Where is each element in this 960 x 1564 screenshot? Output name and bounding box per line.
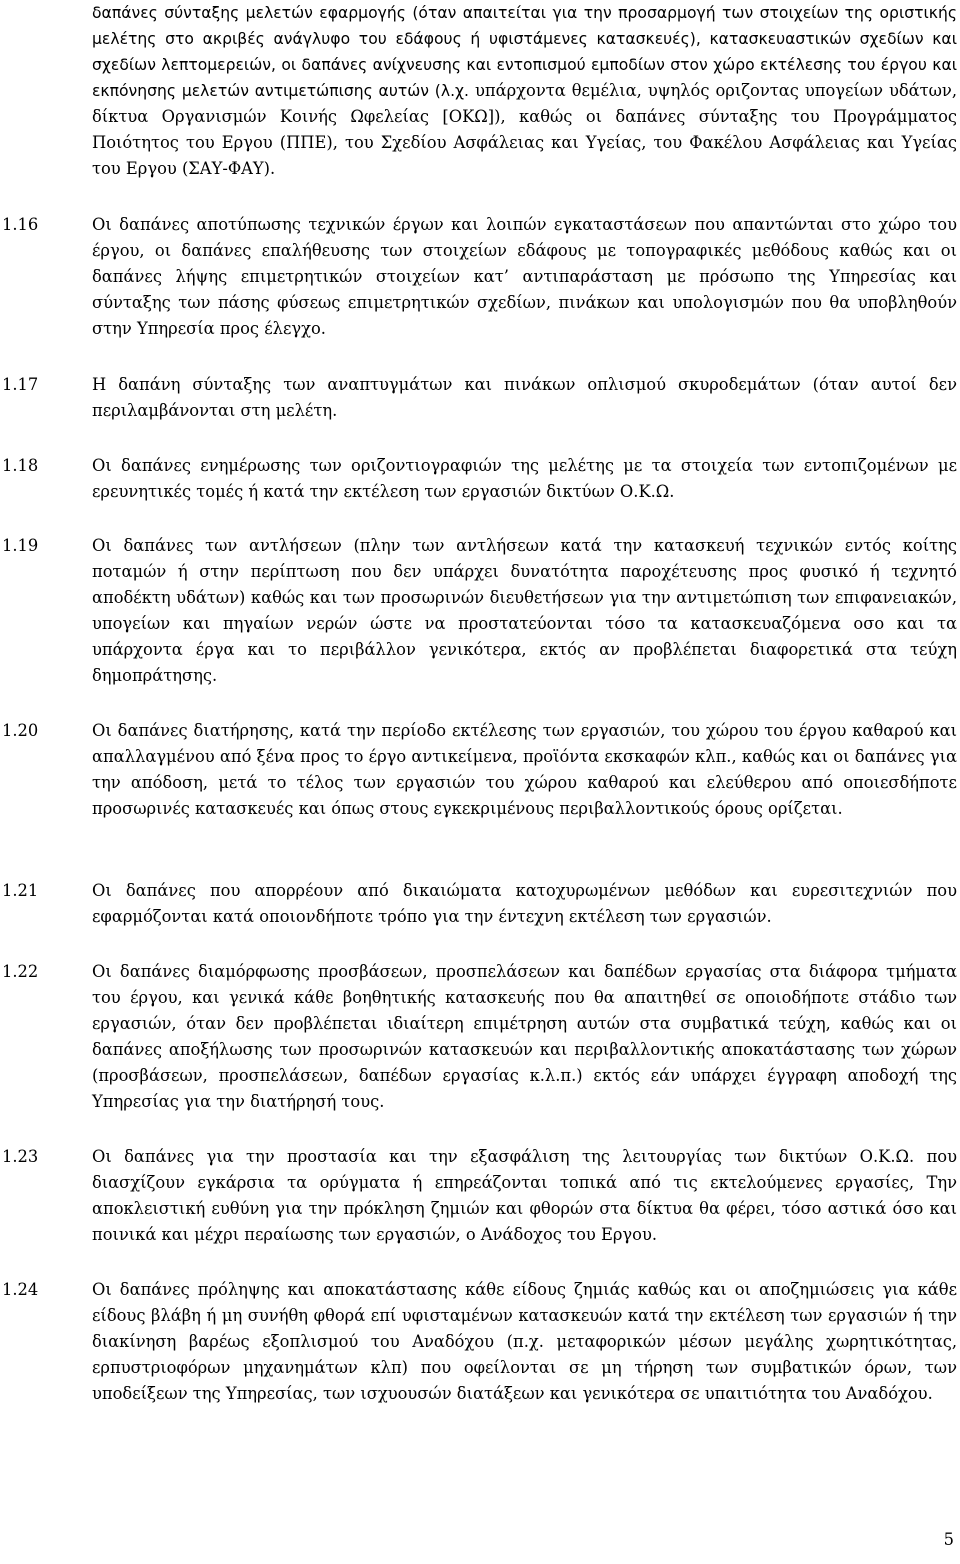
clause-text: Οι δαπάνες ενημέρωσης των οριζοντιογραφιών της μελέτης με τα στοιχεία των εντοπιζομένων με ερευνητικές τομές ή κατά την εκτέλεση των εργασιών δικτύων Ο.Κ.Ω. xyxy=(92,456,957,501)
clause-1-17 xyxy=(0,372,957,424)
clause-1-23 xyxy=(0,1144,957,1248)
clause-number: 1.16 xyxy=(2,215,39,234)
clause-1-24 xyxy=(0,1277,957,1407)
clause-text: Οι δαπάνες πρόληψης και αποκατάστασης κάθε είδους ζημιάς καθώς και οι αποζημιώσεις για κάθε είδους βλάβη ή μη συνήθη φθορά επί υφισταμένων κατασκευών κατά την εκτέλεση των εργασιών ή την διακίνηση βαρέως εξοπλισμού του Αναδόχου (π.χ. μεταφορικών μέσων μεγάλης χωρητικότητας, ερπυστριοφόρων μηχανημάτων κλπ) που οφείλονται σε μη τήρηση των συμβατικών όρων, των υποδείξεων της Υπηρεσίας, των ισχυουσών διατάξεων και γενικότερα σε υπαιτιότητα του Αναδόχου. xyxy=(92,1280,957,1403)
clause-1-20 xyxy=(0,718,957,822)
clause-number: 1.17 xyxy=(2,375,39,394)
clause-1-16 xyxy=(0,212,957,342)
clause-text: Οι δαπάνες για την προστασία και την εξασφάλιση της λειτουργίας των δικτύων Ο.Κ.Ω. που διασχίζουν εγκάρσια τα ορύγματα ή επηρεάζονται τοπικά από τις εκτελούμενες εργασίες, Την αποκλειστική ευθύνη για την πρόκληση ζημιών και φθορών στα δίκτυα θα φέρει, τόσο αστικά όσο και ποινικά και μέχρι περαίωσης των εργασιών, ο Ανάδοχος του Εργου. xyxy=(92,1147,957,1244)
clause-text: Οι δαπάνες αποτύπωσης τεχνικών έργων και λοιπών εγκαταστάσεων που απαντώνται στο χώρο του έργου, οι δαπάνες επαλήθευσης των στοιχείων εδάφους με τοπογραφικές μεθόδους καθώς και οι δαπάνες λήψης επιμετρητικών στοιχείων κατ’ αντιπαράσταση με πρόσωπο της Υπηρεσίας και σύνταξης των πάσης φύσεως επιμετρητικών σχεδίων, πινάκων και υπολογισμών που θα υποβληθούν στην Υπηρεσία προς έλεγχο. xyxy=(92,215,957,338)
intro-text-serif: υπάρχοντα θεμέλια, υψηλός οριζοντας υπογείων υδάτων, δίκτυα Οργανισμών Κοινής Ωφελείας [ΟΚΩ]), καθώς οι δαπάνες σύνταξης του Προγράμματος Ποιότητος του Εργου (ΠΠΕ), του Σχεδίου Ασφάλειας και Υγείας, του Φακέλου Ασφάλειας και Υγείας του Εργου (ΣΑΥ-ΦΑΥ). xyxy=(92,81,957,178)
clause-number: 1.21 xyxy=(2,881,39,900)
clause-number: 1.18 xyxy=(2,456,39,475)
clause-1-18 xyxy=(0,453,957,505)
clause-text: Η δαπάνη σύνταξης των αναπτυγμάτων και πινάκων οπλισμού σκυροδεμάτων (όταν αυτοί δεν περιλαμβάνονται στη μελέτη. xyxy=(92,375,957,420)
clause-text: Οι δαπάνες διαμόρφωσης προσβάσεων, προσπελάσεων και δαπέδων εργασίας στα διάφορα τμήματα του έργου, και γενικά κάθε βοηθητικής κατασκευής που θα απαιτηθεί σε οποιοδήποτε στάδιο των εργασιών, όταν δεν προβλέπεται ιδιαίτερη επιμέτρηση αυτών στα συμβατικά τεύχη, καθώς και οι δαπάνες αποξήλωσης των προσωρινών κατασκευών και περιβαλλοντικής αποκατάστασης των χώρων (προσβάσεων, προσπελάσεων, δαπέδων εργασίας κ.λ.π.) εκτός εάν υπάρχει έγγραφη αποδοχή της Υπηρεσίας για την διατήρησή τους. xyxy=(92,962,957,1111)
intro-paragraph xyxy=(92,0,957,182)
clause-text: Οι δαπάνες των αντλήσεων (πλην των αντλήσεων κατά την κατασκευή τεχνικών εντός κοίτης ποταμών ή στην περίπτωση που δεν υπάρχει δυνατότητα παροχέτευσης προς φυσικό ή τεχνητό αποδέκτη υδάτων) καθώς και των προσωρινών διευθετήσεων για την αντιμετώπιση των επιφανειακών, υπογείων και πηγαίων νερών ώστε να προστατεύονται τόσο τα κατασκευαζόμενα οσο και τα υπάρχοντα έργα και το περιβάλλον γενικότερα, εκτός αν προβλέπεται διαφορετικά στα τεύχη δημοπράτησης. xyxy=(92,536,957,685)
clause-1-19 xyxy=(0,533,957,689)
clause-text: Οι δαπάνες διατήρησης, κατά την περίοδο εκτέλεσης των εργασιών, του χώρου του έργου καθαρού και απαλλαγμένου από ξένα προς το έργο αντικείμενα, προϊόντα εκσκαφών κλπ., καθώς και οι δαπάνες για την απόδοση, μετά το τέλος των εργασιών του χώρου καθαρού και ελεύθερου από οποιεσδήποτε προσωρινές κατασκευές και όπως στους εγκεκριμένους περιβαλλοντικούς όρους ορίζεται. xyxy=(92,721,957,818)
page-number: 5 xyxy=(943,1530,954,1549)
clause-number: 1.24 xyxy=(2,1280,39,1299)
clause-number: 1.20 xyxy=(2,721,39,740)
clause-1-21 xyxy=(0,878,957,930)
clause-text: Οι δαπάνες που απορρέουν από δικαιώματα κατοχυρωμένων μεθόδων και ευρεσιτεχνιών που εφαρμόζονται κατά οποιονδήποτε τρόπο για την έντεχνη εκτέλεση των εργασιών. xyxy=(92,881,957,926)
clause-1-22 xyxy=(0,959,957,1115)
clause-number: 1.22 xyxy=(2,962,39,981)
intro-text-sans: δαπάνες σύνταξης μελετών εφαρμογής (όταν απαιτείται για την προσαρμογή των στοιχείων της οριστικής μελέτης στο ακριβές ανάγλυφο του εδάφους ή υφιστάμενες κατασκευές), κατασκευαστικών σχεδίων και σχεδίων λεπτομερειών, οι δαπάνες ανίχνευσης και εντοπισμού εμποδίων στον χώρο εκτέλεσης του έργου και εκπόνησης μελετών αντιμετώπισης αυτών (λ.χ. xyxy=(92,4,957,100)
clause-number: 1.23 xyxy=(2,1147,39,1166)
clause-number: 1.19 xyxy=(2,536,39,555)
